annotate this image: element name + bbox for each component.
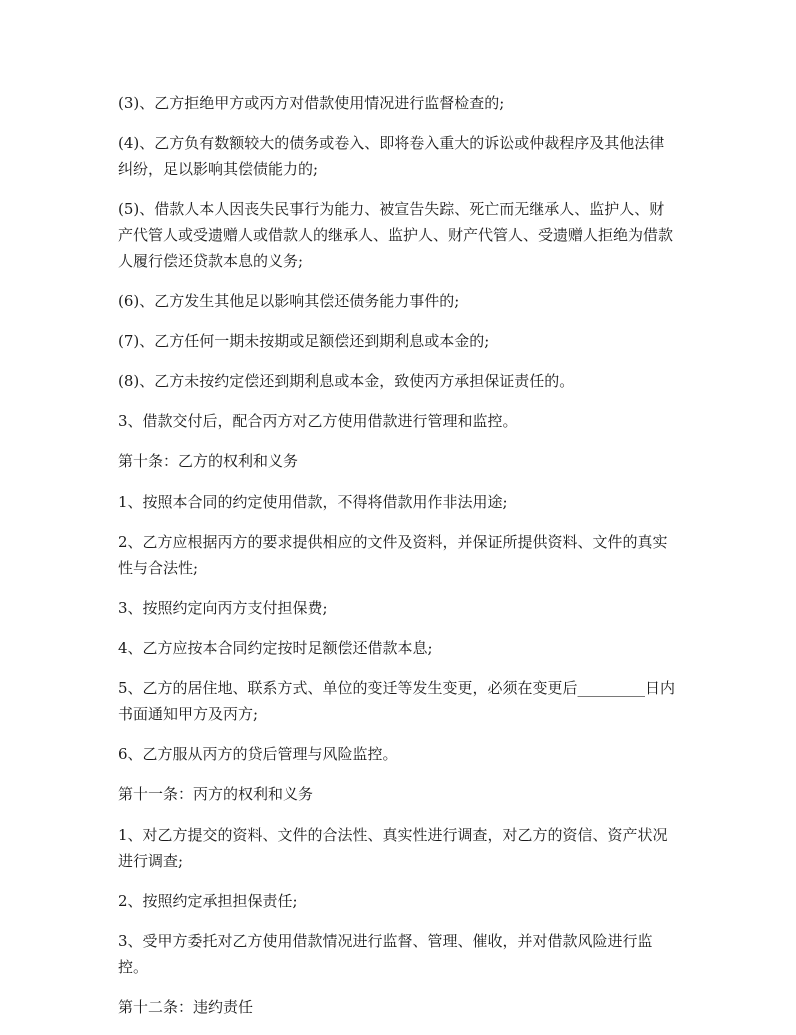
clause-8-guarantee-liability: (8)、乙方未按约定偿还到期利息或本金，致使丙方承担保证责任的。 (118, 372, 575, 390)
article-11-heading: 第十一条：丙方的权利和义务 (118, 785, 314, 803)
article-10-item-6: 6、乙方服从丙方的贷后管理与风险监控。 (118, 745, 398, 763)
clause-4-large-debt: (4)、乙方负有数额较大的债务或卷入、即将卷入重大的诉讼或仲裁程序及其他法律纠纷，足以影响其偿债能力的; (118, 134, 665, 178)
item-3-loan-monitoring: 3、借款交付后，配合丙方对乙方使用借款进行管理和监控。 (118, 412, 518, 430)
article-11-item-1: 1、对乙方提交的资料、文件的合法性、真实性进行调查，对乙方的资信、资产状况进行调查; (118, 826, 668, 870)
article-11-item-3: 3、受甲方委托对乙方使用借款情况进行监督、管理、催收，并对借款风险进行监控。 (118, 932, 653, 976)
clause-6-other-events: (6)、乙方发生其他足以影响其偿还债务能力事件的; (118, 292, 460, 310)
article-10-heading: 第十条：乙方的权利和义务 (118, 452, 299, 470)
article-11-item-2: 2、按照约定承担担保责任; (118, 892, 298, 910)
article-10-item-5: 5、乙方的居住地、联系方式、单位的变迁等发生变更，必须在变更后_________日内书面通知甲方及丙方; (118, 679, 676, 723)
article-10-item-3: 3、按照约定向丙方支付担保费; (118, 599, 328, 617)
article-10-item-4: 4、乙方应按本合同约定按时足额偿还借款本息; (118, 639, 433, 657)
clause-3-refuse-inspection: (3)、乙方拒绝甲方或丙方对借款使用情况进行监督检查的; (118, 94, 505, 112)
article-12-heading: 第十二条：违约责任 (118, 998, 254, 1016)
document-body (118, 90, 678, 1035)
article-10-item-1: 1、按照本合同的约定使用借款，不得将借款用作非法用途; (118, 493, 508, 511)
clause-5-incapacity: (5)、借款人本人因丧失民事行为能力、被宣告失踪、死亡而无继承人、监护人、财产代管人或受遗赠人或借款人的继承人、监护人、财产代管人、受遗赠人拒绝为借款人履行偿还贷款本息的义务; (118, 200, 674, 270)
clause-7-late-payment: (7)、乙方任何一期未按期或足额偿还到期利息或本金的; (118, 332, 490, 350)
article-10-item-2: 2、乙方应根据丙方的要求提供相应的文件及资料，并保证所提供资料、文件的真实性与合法性; (118, 533, 668, 577)
